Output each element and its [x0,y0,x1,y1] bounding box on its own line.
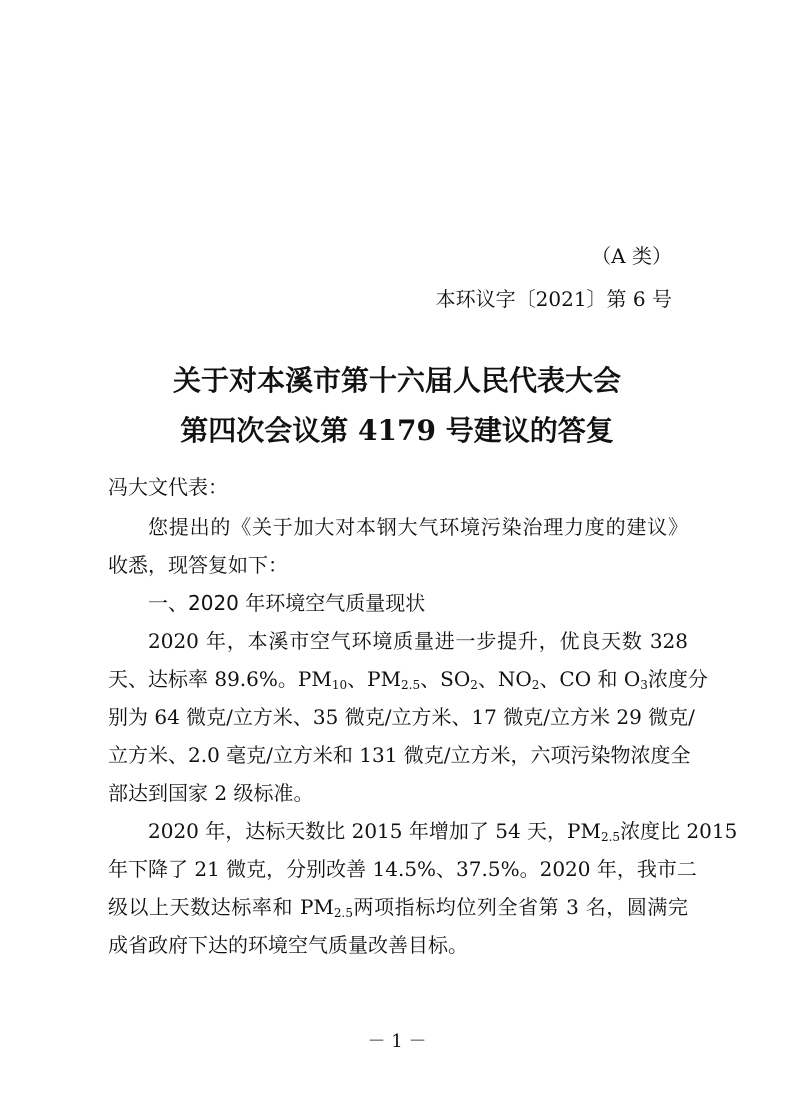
para1-line-5: 部达到国家 2 级标准。 [108,781,314,805]
para1-line-1: 2020 年，本溪市空气环境质量进一步提升，优良天数 328 [148,629,688,653]
para1-line-4: 立方米、2.0 毫克/立方米和 131 微克/立方米，六项污染物浓度全 [108,743,691,767]
intro-line-1: 您提出的《关于加大对本钢大气环境污染治理力度的建议》 [148,515,688,539]
document-number: 本环议字〔2021〕第 6 号 [435,287,672,311]
category-label: （A 类） [591,244,672,268]
intro-line-2: 收悉，现答复如下： [108,553,288,577]
document-title-line-1: 关于对本溪市第十六届人民代表大会 [172,364,621,397]
para1-line-2: 天、达标率 89.6%。$PM_{10}$、$PM_{2.5}$、$SO_2$、$NO_2$、CO 和 $O_3$浓度分 [108,667,708,692]
page-number: － 1 － [367,1031,427,1052]
para2-line-2: 年下降了 21 微克，分别改善 14.5%、37.5%。2020 年，我市二 [108,857,697,881]
document-title-line-2: 第四次会议第 4179 号建议的答复 [180,414,614,447]
para1-line-3: 别为 64 微克/立方米、35 微克/立方米、17 微克/立方米 29 微克/ [108,705,695,729]
para2-line-4: 成省政府下达的环境空气质量改善目标。 [108,933,468,957]
salutation: 冯大文代表： [108,475,228,499]
para2-line-3: 级以上天数达标率和 $PM_{2.5}$两项指标均位列全省第 3 名，圆满完 [108,895,688,920]
section-heading: 一、2020 年环境空气质量现状 [148,591,426,615]
para2-line-1: 2020 年，达标天数比 2015 年增加了 54 天，$PM_{2.5}$浓度比 2015 [148,819,738,844]
